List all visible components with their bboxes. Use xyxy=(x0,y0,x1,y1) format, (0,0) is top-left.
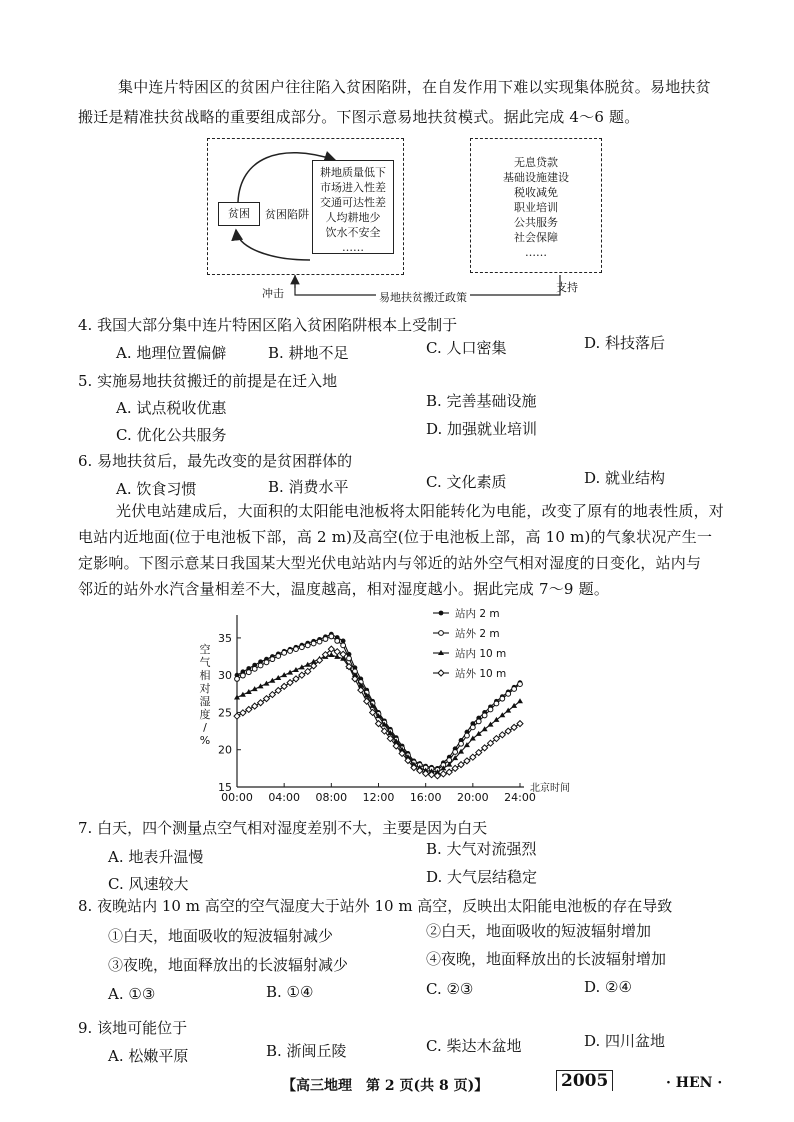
x-tick-label: 04:00 xyxy=(268,791,301,804)
cause-item: 人均耕地少 xyxy=(325,211,381,224)
data-point xyxy=(329,634,334,639)
support-item: 税收减免 xyxy=(514,186,558,199)
publisher-tag: · HEN · xyxy=(666,1075,723,1091)
cause-item: …… xyxy=(342,241,364,254)
q8-statement-3: ③夜晚，地面释放出的长波辐射减少 xyxy=(108,956,349,974)
y-axis-label-char: 湿 xyxy=(199,695,211,708)
q4-option-b: B. 耕地不足 xyxy=(268,344,349,362)
y-axis-label-char: 对 xyxy=(199,682,211,695)
humidity-line-chart xyxy=(195,605,615,805)
data-point xyxy=(234,713,240,719)
y-tick-label: 15 xyxy=(218,781,232,794)
x-tick-label: 24:00 xyxy=(504,791,536,804)
intro-2-line-1: 光伏电站建成后，大面积的太阳能电池板将太阳能转化为电能，改变了原有的地表性质，对 xyxy=(116,502,725,520)
data-point xyxy=(252,703,258,709)
data-point xyxy=(482,713,487,718)
support-item: 无息贷款 xyxy=(514,156,558,169)
q8-statement-1: ①白天，地面吸收的短波辐射减少 xyxy=(108,927,334,945)
policy-label: 易地扶贫搬迁政策 xyxy=(376,290,470,305)
legend-label: 站外 2 m xyxy=(455,628,500,640)
support-box xyxy=(470,138,602,273)
data-point xyxy=(511,724,517,730)
data-point xyxy=(512,687,517,692)
data-point xyxy=(505,728,511,734)
data-point xyxy=(270,657,275,662)
q8-statement-4: ④夜晚，地面释放出的长波辐射增加 xyxy=(426,950,667,968)
q9-option-d: D. 四川盆地 xyxy=(584,1032,666,1050)
legend-item xyxy=(433,627,500,640)
y-axis-label-char: 气 xyxy=(199,656,211,669)
data-point xyxy=(465,733,470,738)
q6-option-a: A. 饮食习惯 xyxy=(116,480,197,498)
support-list xyxy=(471,139,601,260)
q5-option-a: A. 试点税收优惠 xyxy=(116,399,227,417)
data-point xyxy=(452,765,458,771)
data-point xyxy=(235,677,240,682)
y-axis-label-char: 度 xyxy=(199,708,211,721)
data-point xyxy=(517,698,523,703)
q7-option-d: D. 大气层结稳定 xyxy=(426,868,538,886)
q6-option-c: C. 文化素质 xyxy=(426,473,507,491)
support-label: 支持 xyxy=(556,281,578,294)
x-tick-label: 16:00 xyxy=(409,791,442,804)
data-point xyxy=(328,652,334,657)
legend-label: 站内 2 m xyxy=(455,608,500,620)
q8-statement-2: ②白天，地面吸收的短波辐射增加 xyxy=(426,922,652,940)
q4-option-d: D. 科技落后 xyxy=(584,334,666,352)
intro-2-line-3: 定影响。下图示意某日我国某大型光伏电站站内与邻近的站外空气相对湿度的日变化，站内与 xyxy=(78,554,702,572)
data-point xyxy=(347,656,352,661)
q8-option-a: A. ①③ xyxy=(108,985,156,1003)
data-point xyxy=(282,650,287,655)
legend-label: 站内 10 m xyxy=(455,648,507,660)
intro-2-line-4: 邻近的站外水汽含量相差不大，温度越高，相对湿度越小。据此完成 7～9 题。 xyxy=(78,580,610,598)
impact-label: 冲击 xyxy=(262,287,284,300)
data-point xyxy=(246,670,251,675)
support-item: 基础设施建设 xyxy=(503,171,569,184)
q4-option-c: C. 人口密集 xyxy=(426,339,507,357)
q8-option-d: D. ②④ xyxy=(584,978,632,996)
data-point xyxy=(458,762,464,768)
data-point xyxy=(305,643,310,648)
data-point xyxy=(240,673,245,678)
poverty-box xyxy=(218,202,260,226)
y-tick-label: 20 xyxy=(218,743,232,757)
x-tick-label: 08:00 xyxy=(315,791,348,804)
q7-option-b: B. 大气对流强烈 xyxy=(426,840,537,858)
data-point xyxy=(518,682,523,687)
support-item: 公共服务 xyxy=(514,216,558,229)
data-point xyxy=(287,680,293,686)
data-point xyxy=(341,643,346,648)
support-item: 职业培训 xyxy=(514,201,558,214)
legend-item xyxy=(433,667,506,680)
data-point xyxy=(311,641,316,646)
y-axis-label-char: 相 xyxy=(199,669,211,682)
data-point xyxy=(252,666,257,671)
q7-option-a: A. 地表升温慢 xyxy=(108,848,204,866)
data-point xyxy=(470,725,475,730)
q6-stem: 6. 易地扶贫后，最先改变的是贫困群体的 xyxy=(78,452,353,470)
q7-option-c: C. 风速较大 xyxy=(108,875,189,893)
intro-1-line-2: 搬迁是精准扶贫战略的重要组成部分。下图示意易地扶贫模式。据此完成 4～6 题。 xyxy=(78,108,640,126)
data-point xyxy=(440,771,446,777)
cause-item: 市场进入性差 xyxy=(320,181,386,194)
q8-stem: 8. 夜晚站内 10 m 高空的空气湿度大于站外 10 m 高空，反映出太阳能电池板的存在导致 xyxy=(78,897,673,915)
x-tick-label: 20:00 xyxy=(456,791,489,804)
y-tick-label: 25 xyxy=(218,706,232,720)
legend-label: 站外 10 m xyxy=(455,668,507,680)
y-axis-label-char: 空 xyxy=(199,643,211,656)
support-item: 社会保障 xyxy=(514,231,558,244)
q8-option-c: C. ②③ xyxy=(426,980,474,998)
data-point xyxy=(299,645,304,650)
data-point xyxy=(294,647,299,652)
data-point xyxy=(323,637,328,642)
chart-legend xyxy=(433,607,506,680)
data-point xyxy=(494,701,499,706)
data-point xyxy=(500,696,505,701)
x-tick-label: 12:00 xyxy=(362,791,395,804)
data-point xyxy=(276,654,281,659)
intro-2-line-2: 电站内近地面(位于电池板下部，高 2 m)及高空(位于电池板上部，高 10 m)的气象状况产生一 xyxy=(78,528,713,546)
data-point xyxy=(488,707,493,712)
q9-option-a: A. 松嫩平原 xyxy=(108,1047,189,1065)
q9-option-c: C. 柴达木盆地 xyxy=(426,1037,522,1055)
legend-item xyxy=(433,607,500,620)
data-point xyxy=(517,721,523,727)
data-point xyxy=(453,750,458,755)
legend-item xyxy=(433,647,506,660)
causes-box xyxy=(312,160,394,254)
q4-option-a: A. 地理位置偏僻 xyxy=(116,344,227,362)
data-point xyxy=(299,672,305,678)
cause-item: 饮水不安全 xyxy=(325,226,381,239)
data-point xyxy=(240,710,246,716)
y-tick-label: 35 xyxy=(218,631,232,645)
data-point xyxy=(506,691,511,696)
support-item: …… xyxy=(525,246,547,259)
cause-item: 交通可达性差 xyxy=(320,196,386,209)
data-point xyxy=(288,649,293,654)
exam-code: 2005 xyxy=(556,1070,613,1091)
data-point xyxy=(317,639,322,644)
q5-option-d: D. 加强就业培训 xyxy=(426,420,538,438)
q5-option-c: C. 优化公共服务 xyxy=(116,426,227,444)
y-tick-label: 30 xyxy=(218,669,232,683)
data-point xyxy=(499,732,505,738)
data-point xyxy=(439,631,444,636)
data-point xyxy=(264,660,269,665)
q6-option-b: B. 消费水平 xyxy=(268,478,349,496)
page-footer: 【高三地理 第 2 页(共 8 页)】 xyxy=(282,1078,489,1094)
data-point xyxy=(293,676,299,682)
q5-option-b: B. 完善基础设施 xyxy=(426,392,537,410)
data-point xyxy=(246,706,252,712)
q8-option-b: B. ①④ xyxy=(266,983,314,1001)
q6-option-d: D. 就业结构 xyxy=(584,469,666,487)
cause-item: 耕地质量低下 xyxy=(320,166,386,179)
q5-stem: 5. 实施易地扶贫搬迁的前提是在迁入地 xyxy=(78,372,338,390)
intro-1-line-1: 集中连片特困区的贫困户往往陷入贫困陷阱，在自发作用下难以实现集体脱贫。易地扶贫 xyxy=(118,78,711,96)
data-point xyxy=(438,670,444,676)
q4-stem: 4. 我国大部分集中连片特困区陷入贫困陷阱根本上受制于 xyxy=(78,316,458,334)
data-point xyxy=(340,651,346,657)
x-axis-label: 北京时间 xyxy=(530,783,570,794)
poverty-trap-label: 贫困陷阱 xyxy=(265,208,309,221)
data-point xyxy=(258,663,263,668)
data-point xyxy=(476,719,481,724)
data-point xyxy=(446,769,452,775)
causes-list xyxy=(313,161,393,255)
data-point xyxy=(439,611,444,616)
q9-stem: 9. 该地可能位于 xyxy=(78,1019,188,1037)
data-point xyxy=(464,758,470,764)
x-tick-label: 00:00 xyxy=(221,791,253,804)
q9-option-b: B. 浙闽丘陵 xyxy=(266,1042,347,1060)
data-point xyxy=(334,649,340,655)
q7-stem: 7. 白天，四个测量点空气相对湿度差别不大，主要是因为白天 xyxy=(78,819,488,837)
y-axis-label-char: % xyxy=(199,734,211,747)
data-point xyxy=(459,741,464,746)
y-axis-label-char: / xyxy=(203,721,207,734)
poverty-label: 贫困 xyxy=(228,207,250,220)
data-point xyxy=(335,638,340,643)
